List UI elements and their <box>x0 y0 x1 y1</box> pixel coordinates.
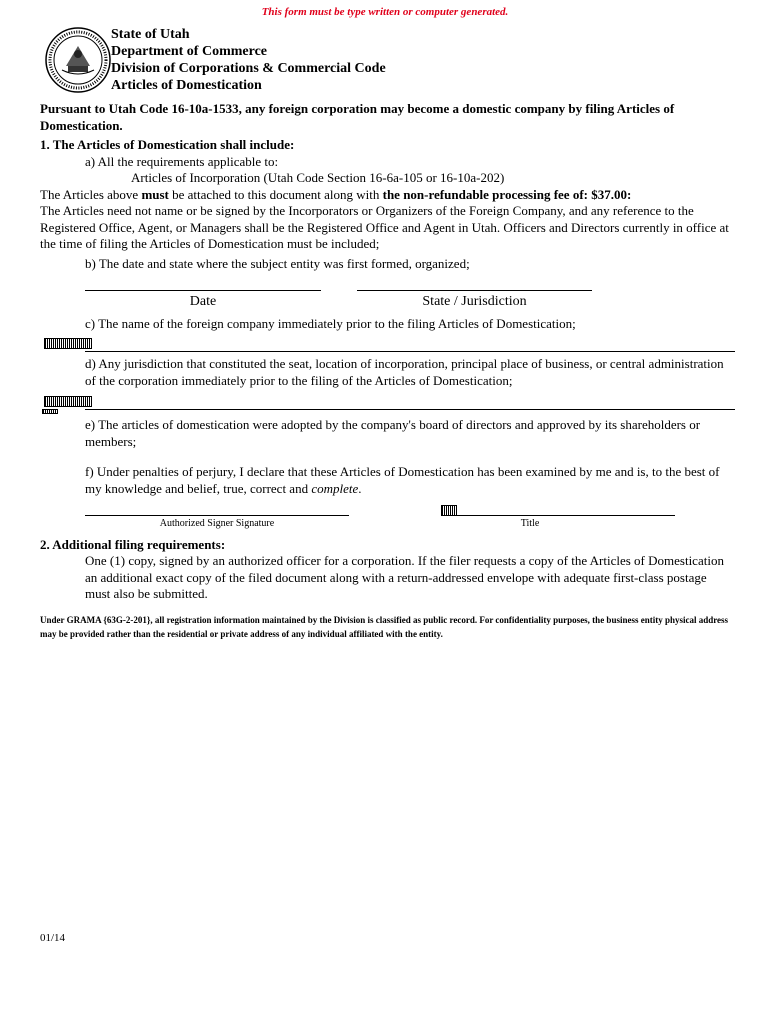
jurisdiction-field-marker-small <box>42 409 58 414</box>
company-name-field-marker <box>44 338 92 349</box>
item-c-label: c) The name of the foreign company immediately prior to the filing Articles of Domestication; <box>85 316 576 331</box>
grama-notice: Under GRAMA {63G-2-201}, all registration information maintained by the Division is classified as public record. For confidentiality purposes, the business entity physical address may be provided rather than the residential or private address of any individual affiliated with the entity. <box>40 615 729 639</box>
section2-text: One (1) copy, signed by an authorized officer for a corporation. If the filer requests a copy of the Articles of Domestication an additional exact copy of the filed document along with a return-addressed envelope with adequate first-class postage must also be submitted. <box>85 553 724 601</box>
form-version: 01/14 <box>40 932 66 944</box>
jurisdiction-field-marker <box>44 396 92 407</box>
title-input-line[interactable] <box>455 515 675 516</box>
item-b-label: b) The date and state where the subject entity was first formed, organized; <box>85 256 470 271</box>
typewritten-notice: This form must be type written or computer generated. <box>261 6 509 18</box>
item-d-label: d) Any jurisdiction that constituted the seat, location of incorporation, principal place of business, or central administration of the corporation immediately prior to the filing of the Articles of Domestication; <box>85 356 724 388</box>
attach-notice: The Articles above must be attached to this document along with the non-refundable processing fee of: $37.00: <box>40 187 632 202</box>
header-state: State of Utah <box>111 27 190 42</box>
state-input-line[interactable] <box>357 290 592 291</box>
state-label: State / Jurisdiction <box>422 294 527 309</box>
item-e-label: e) The articles of domestication were adopted by the company's board of directors and approved by its shareholders or members; <box>85 417 701 449</box>
signature-input-line[interactable] <box>85 515 349 516</box>
title-label: Title <box>520 518 540 529</box>
header-department: Department of Commerce <box>111 44 268 59</box>
company-name-input-line[interactable] <box>85 351 735 352</box>
header-division: Division of Corporations & Commercial Code <box>111 61 386 76</box>
section1-heading: 1. The Articles of Domestication shall include: <box>40 137 295 152</box>
item-f-label: f) Under penalties of perjury, I declare that these Articles of Domestication has been examined by me and is, to the best of my knowledge and belief, true, correct and complete. <box>85 464 720 496</box>
need-not-text: The Articles need not name or be signed by the Incorporators or Organizers of the Foreign Company, and any reference to the Registered Office, Agent, or Managers shall be the Registered Office and Agent in Utah. Officers and Directors currently in office at the time of filing the Articles of Domestication must be included; <box>40 203 729 251</box>
item-a-label: a) All the requirements applicable to: <box>85 154 279 169</box>
date-input-line[interactable] <box>85 290 321 291</box>
section2-heading: 2. Additional filing requirements: <box>40 537 226 552</box>
item-a-detail: Articles of Incorporation (Utah Code Section 16-6a-105 or 16-10a-202) <box>131 170 505 185</box>
header-form-title: Articles of Domestication <box>111 78 262 93</box>
signer-label: Authorized Signer Signature <box>159 518 275 529</box>
date-label: Date <box>189 294 217 309</box>
utah-state-seal <box>44 26 112 94</box>
jurisdiction-input-line[interactable] <box>85 409 735 410</box>
intro-text: Pursuant to Utah Code 16-10a-1533, any foreign corporation may become a domestic company by filing Articles of Domestication. <box>40 101 675 133</box>
